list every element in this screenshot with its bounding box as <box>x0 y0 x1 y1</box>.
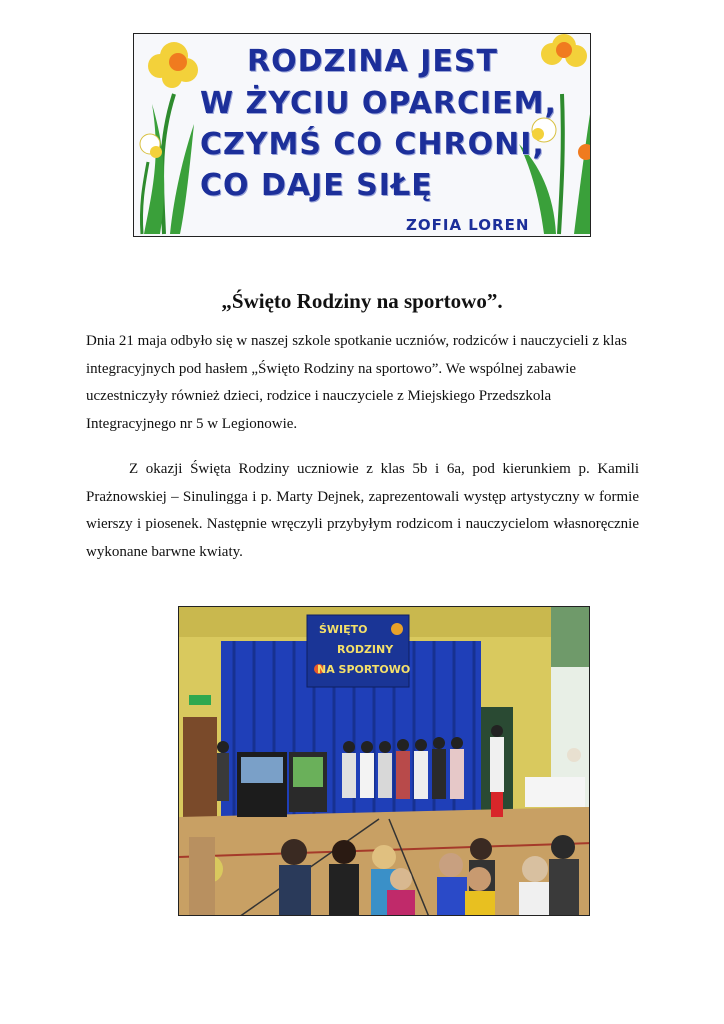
slogan-line-2: W ŻYCIU OPARCIEM, <box>200 86 557 121</box>
sign-line-1: ŚWIĘTO <box>319 623 368 636</box>
sign-line-2: RODZINY <box>337 643 394 656</box>
paragraph-2: Z okazji Święta Rodziny uczniowie z klas 5b i 6a, pod kierunkiem p. Kamili Prażnowskiej – Sinulingga i p. Marty Dejnek, zaprezentowali występ artystyczny w formie wierszy i piosenek. Następnie wręczyli przybyłym rodzicom i nauczycielom własnoręcznie wykonane barwne kwiaty. <box>86 461 639 560</box>
slogan-author: ZOFIA LOREN <box>406 216 530 234</box>
slogan-line-4: CO DAJE SIŁĘ <box>200 168 433 203</box>
sign-line-3: NA SPORTOWO <box>317 663 411 676</box>
banner-slogan <box>134 34 590 236</box>
paragraph-1: Dnia 21 maja odbyło się w naszej szkole spotkanie uczniów, rodziców i nauczycieli z klas integracyjnych pod hasłem „Święto Rodziny na sportowo”. We wspólnej zabawie uczestniczyły również dzieci, rodzice i nauczyciele z Miejskiego Przedszkola Integracyjnego nr 5 w Legionowie. <box>86 333 627 432</box>
banner-photo <box>133 33 591 237</box>
page-title: „Święto Rodziny na sportowo”. <box>221 289 503 313</box>
slogan-line-1: RODZINA JEST <box>247 44 498 79</box>
event-photo-scene <box>179 607 590 916</box>
slogan-line-3: CZYMŚ CO CHRONI, <box>200 127 545 162</box>
event-photo <box>178 606 590 916</box>
